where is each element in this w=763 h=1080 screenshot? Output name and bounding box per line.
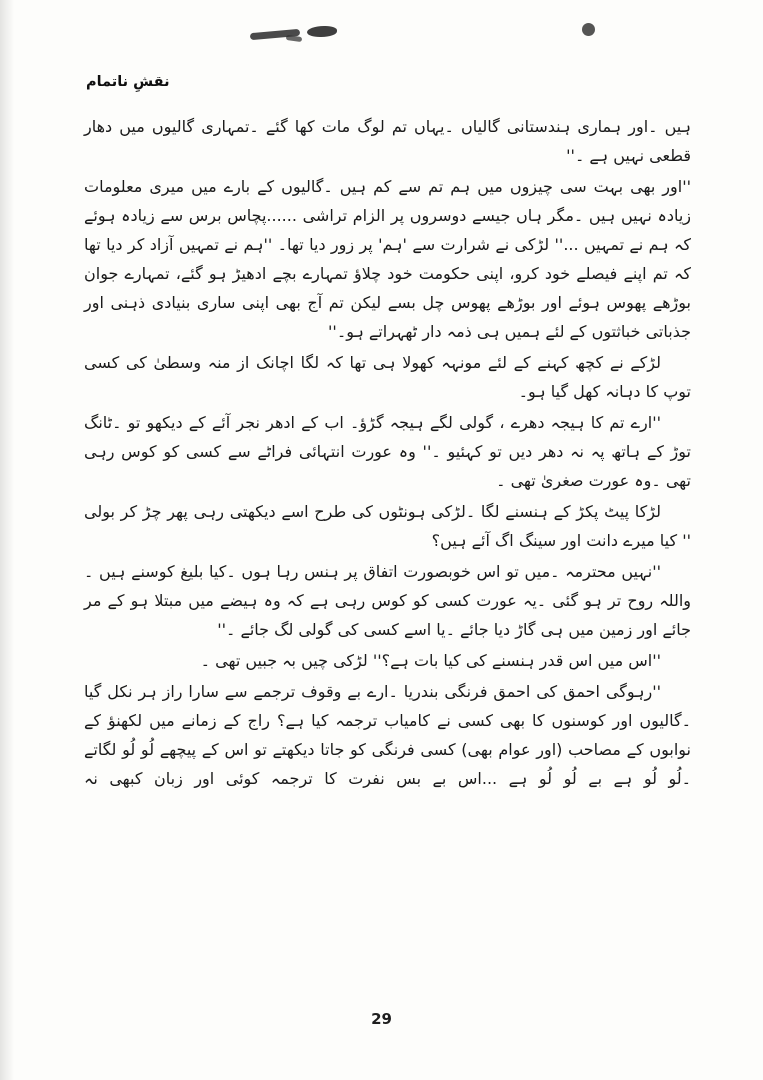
paragraph-continuation: ہیں ۔اور ہماری ہندستانی گالیاں ۔یہاں تم لوگ مات کھا گئے ۔تمہاری گالیوں میں دھار قطعی نہیں ہے ۔''	[84, 117, 691, 165]
paragraph-dialogue-woman: ''ارے تم کا ہیجہ دھرے ، گولی لگے ہیجہ گڑؤ۔ اب کے ادھر نجر آئے کے دیکھو تو ۔ٹانگ توڑ کے ہاتھ پہ نہ دھر دیں تو کہئیو ۔'' وہ عورت انتہائی فراٹے سے کسی کو کوس رہی تھی ۔وہ عورت صغریٰ تھی ۔	[84, 413, 691, 490]
page-text	[84, 112, 691, 793]
paragraph-narration-laugh: لڑکا پیٹ پکڑ کے ہنسنے لگا ۔لڑکی ہونٹوں کی طرح اسے دیکھتی رہی پھر چڑ کر بولی '' کیا میرے دانت اور سینگ اگ آئے ہیں؟	[84, 502, 691, 550]
scan-artifact	[582, 23, 595, 36]
scan-artifact	[286, 35, 303, 42]
scan-edge-shadow	[0, 0, 14, 1080]
scan-artifact	[307, 26, 337, 37]
running-header-title: نقشِ ناتمام	[86, 74, 170, 90]
paragraph-dialogue-girl: ''اور بھی بہت سی چیزوں میں ہم تم سے کم ہیں ۔گالیوں کے بارے میں میری معلومات زیادہ نہیں ہیں ۔مگر ہاں جیسے دوسروں پر الزام تراشی ......پچاس برس سے زیادہ ہوئے کہ ہم نے تمہیں ...'' لڑکی نے شرارت سے 'ہم' پر زور دیا تھا۔ ''ہم نے تمہیں آزاد کر دیا تھا کہ تم اپنے فیصلے خود کرو، اپنی حکومت خود چلاؤ تمہارے بچے ادھیڑ ہو گئے، تمہارے جوان بوڑھے پھوس ہوئے اور بوڑھے پھوس چل بسے لیکن تم آج بھی اپنی ساری بنیادی ذہنی اور جذباتی خباثتوں کے لئے ہمیں ہی ذمہ دار ٹھہراتے ہو۔''	[84, 177, 691, 341]
paragraph-narration-boy: لڑکے نے کچھ کہنے کے لئے مونہہ کھولا ہی تھا کہ لگا اچانک از منہ وسطیٰ کی کسی توپ کا دہانہ کھل گیا ہو۔	[84, 353, 691, 401]
page-number: 29	[371, 1010, 392, 1028]
paragraph-dialogue-question: ''اس میں اس قدر ہنسنے کی کیا بات ہے؟'' لڑکی چیں بہ جبیں تھی ۔	[200, 651, 661, 670]
paragraph-dialogue-reply: ''نہیں محترمہ ۔میں تو اس خوبصورت اتفاق پر ہنس رہا ہوں ۔کیا بلیغ کوسنے ہیں ۔واللہ روح تر ہو گئی ۔یہ عورت کسی کو کوس رہی ہے کہ وہ ہیضے میں مبتلا ہو کے مر جائے اور زمین میں ہی گاڑ دیا جائے ۔یا اسے کسی کی گولی لگ جائے ۔''	[84, 562, 691, 639]
paragraph-dialogue-final: ''رہوگی احمق کی احمق فرنگی بندریا ۔ارے بے وقوف ترجمے سے سارا راز ہر نکل گیا ۔گالیوں اور کوسنوں کا بھی کسی نے کامیاب ترجمہ کیا ہے؟ راج کے زمانے میں لکھنؤ کے نوابوں کے مصاحب (اور عوام بھی) کسی فرنگی کو جاتا دیکھتے تو اس کے پیچھے لُو لُو لگاتے ۔لُو لُو ہے بے لُو لُو ہے ...اس بے بس نفرت کا ترجمہ کوئی اور زبان کبھی نہ	[84, 682, 691, 788]
